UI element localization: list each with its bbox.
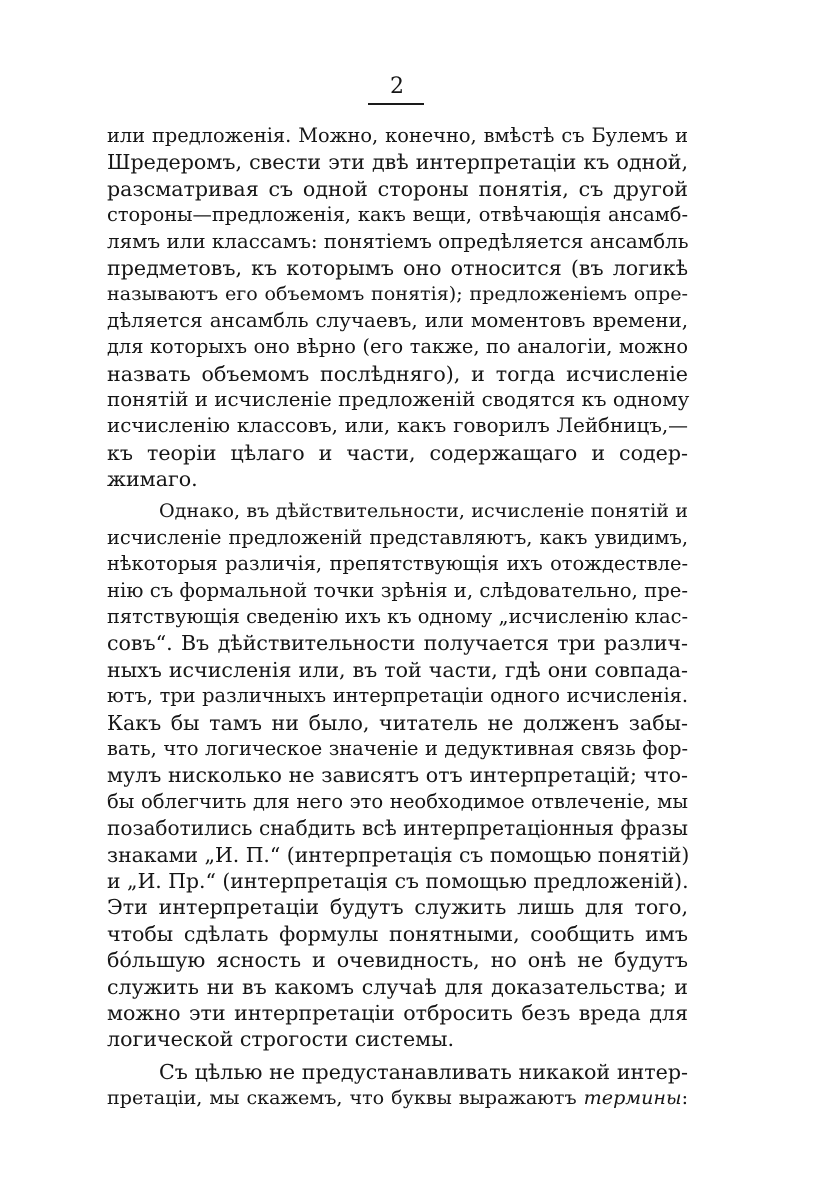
text-line: Съ цѣлью не предустанавливать никакой интер-: [159, 1059, 688, 1084]
text-line: бы облегчить для него это необходимое отвлеченіе, мы: [107, 789, 688, 813]
text-line: жимаго.: [107, 467, 198, 492]
paragraph-2: [107, 498, 688, 1052]
text-line: вать, что логическое значеніе и дедуктивная связь фор-: [107, 736, 688, 760]
text-line-with-emphasis: [107, 1085, 688, 1111]
text-line: и „И. Пр.“ (интерпретація съ помощью предложеній).: [107, 868, 689, 893]
text-line: лямъ или классамъ: понятіемъ опредѣляется ансамбль: [107, 229, 689, 253]
text-line: совъ“. Въ дѣйствительности получается три различ-: [107, 631, 688, 656]
text-line: позаботились снабдить всѣ интерпретаціонныя фразы: [107, 816, 688, 841]
text-line: нію съ формальной точки зрѣнія и, слѣдовательно, пре-: [107, 578, 688, 602]
text-line: логической строгости системы.: [107, 1027, 455, 1052]
text-line: чтобы сдѣлать формулы понятными, сообщить имъ: [107, 921, 688, 946]
text-line: бо́льшую ясность и очевидность, но онѣ не будутъ: [107, 948, 688, 973]
text-line: для которыхъ оно вѣрно (его также, по аналогіи, можно: [107, 335, 688, 359]
emphasized-term: термины: [583, 1086, 682, 1110]
text-line: понятій и исчисленіе предложеній сводятся къ одному: [107, 387, 690, 411]
text-line: стороны—предложенія, какъ вещи, отвѣчающія ансамб-: [107, 203, 688, 227]
page-number: 2: [390, 74, 404, 99]
text-line: исчисленію классовъ, или, какъ говорилъ Лейбницъ,—: [107, 414, 688, 438]
text-line: можно эти интерпретаціи отбросить безъ вреда для: [107, 1000, 688, 1025]
text-line: служить ни въ какомъ случаѣ для доказательства; и: [107, 974, 688, 999]
text-line: предметовъ, къ которымъ оно относится (въ логикѣ: [107, 255, 688, 280]
text-line: Какъ бы тамъ ни было, читатель не долженъ забы-: [107, 710, 688, 735]
text-line: называютъ его объемомъ понятія); предложеніемъ опре-: [107, 282, 688, 306]
text-segment: :: [681, 1086, 688, 1110]
text-line: пятствующія сведенію ихъ къ одному „исчисленію клас-: [107, 605, 688, 629]
text-line: исчисленіе предложеній представляютъ, какъ увидимъ,: [107, 525, 688, 549]
text-line: Однако, въ дѣйствительности, исчисленіе понятій и: [159, 499, 688, 523]
text-line: Эти интерпретаціи будутъ служить лишь для того,: [107, 895, 688, 920]
text-segment: претаціи, мы скажемъ, что буквы выражаютъ: [107, 1086, 584, 1110]
page-number-rule: [368, 103, 424, 105]
text-line: дѣляется ансамбль случаевъ, или моментовъ времени,: [107, 308, 688, 332]
paragraph-3: [107, 1059, 688, 1112]
body-text: [107, 123, 688, 1111]
text-line: мулъ нисколько не зависятъ отъ интерпретацій; что-: [107, 763, 688, 788]
text-line: Шредеромъ, свести эти двѣ интерпретаціи къ одной,: [107, 150, 688, 175]
text-line: ютъ, три различныхъ интерпретаціи одного исчисленія.: [107, 684, 688, 708]
text-line: или предложенія. Можно, конечно, вмѣстѣ съ Булемъ и: [107, 124, 688, 147]
text-line: разсматривая съ одной стороны понятія, съ другой: [107, 176, 688, 201]
text-line: къ теоріи цѣлаго и части, содержащаго и содер-: [107, 440, 688, 465]
text-line: назвать объемомъ послѣдняго), и тогда исчисленіе: [107, 361, 688, 386]
text-line: нѣкоторыя различія, препятствующія ихъ отождествле-: [107, 552, 688, 576]
text-line: знаками „И. П.“ (интерпретація съ помощью понятій): [107, 842, 690, 867]
paragraph-1: [107, 123, 688, 492]
text-line: ныхъ исчисленія или, въ той части, гдѣ они совпада-: [107, 657, 688, 682]
